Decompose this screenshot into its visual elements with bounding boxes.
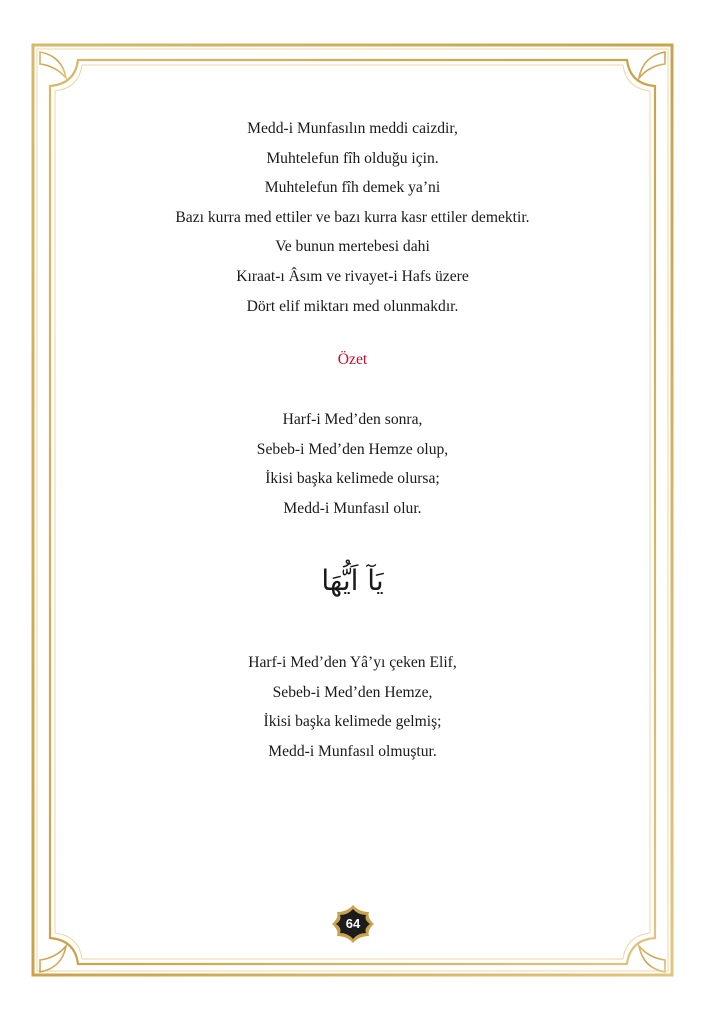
text-line: Muhtelefun fîh olduğu için. <box>266 149 439 167</box>
arabic-example-wrap <box>60 561 645 601</box>
arabic-example: يَآ اَيُّهَا <box>321 564 384 597</box>
text-line: İkisi başka kelimede olursa; <box>265 470 440 488</box>
text-line: Harf-i Med’den sonra, <box>282 411 423 428</box>
text-line: Bazı kurra med ettiler ve bazı kurra kasr ettiler demektir. <box>175 208 530 226</box>
text-line: Harf-i Med’den Yâ’yı çeken Elif, <box>248 654 457 671</box>
text-line: İkisi başka kelimede gelmiş; <box>263 713 442 731</box>
text-line: Sebeb-i Med’den Hemze, <box>272 683 433 701</box>
stanza-1 <box>60 114 645 321</box>
text-line: Dört elif miktarı med olunmakdır. <box>246 297 459 315</box>
text-line: Medd-i Munfasılın meddi caizdir, <box>247 120 458 137</box>
stanza-2 <box>60 405 645 523</box>
text-line: Medd-i Munfasıl olur. <box>283 499 422 517</box>
page-number-badge <box>331 904 375 944</box>
stanza-3 <box>60 648 645 766</box>
text-line: Muhtelefun fîh demek ya’ni <box>264 179 441 197</box>
text-line: Ve bunun mertebesi dahi <box>275 238 430 256</box>
text-line: Medd-i Munfasıl olmuştur. <box>268 742 437 760</box>
text-line: Kıraat-ı Âsım ve rivayet-i Hafs üzere <box>236 267 469 285</box>
text-line: Sebeb-i Med’den Hemze olup, <box>256 440 449 458</box>
summary-heading-wrap <box>60 345 645 375</box>
summary-heading: Özet <box>337 351 368 368</box>
page-number: 64 <box>345 916 361 931</box>
